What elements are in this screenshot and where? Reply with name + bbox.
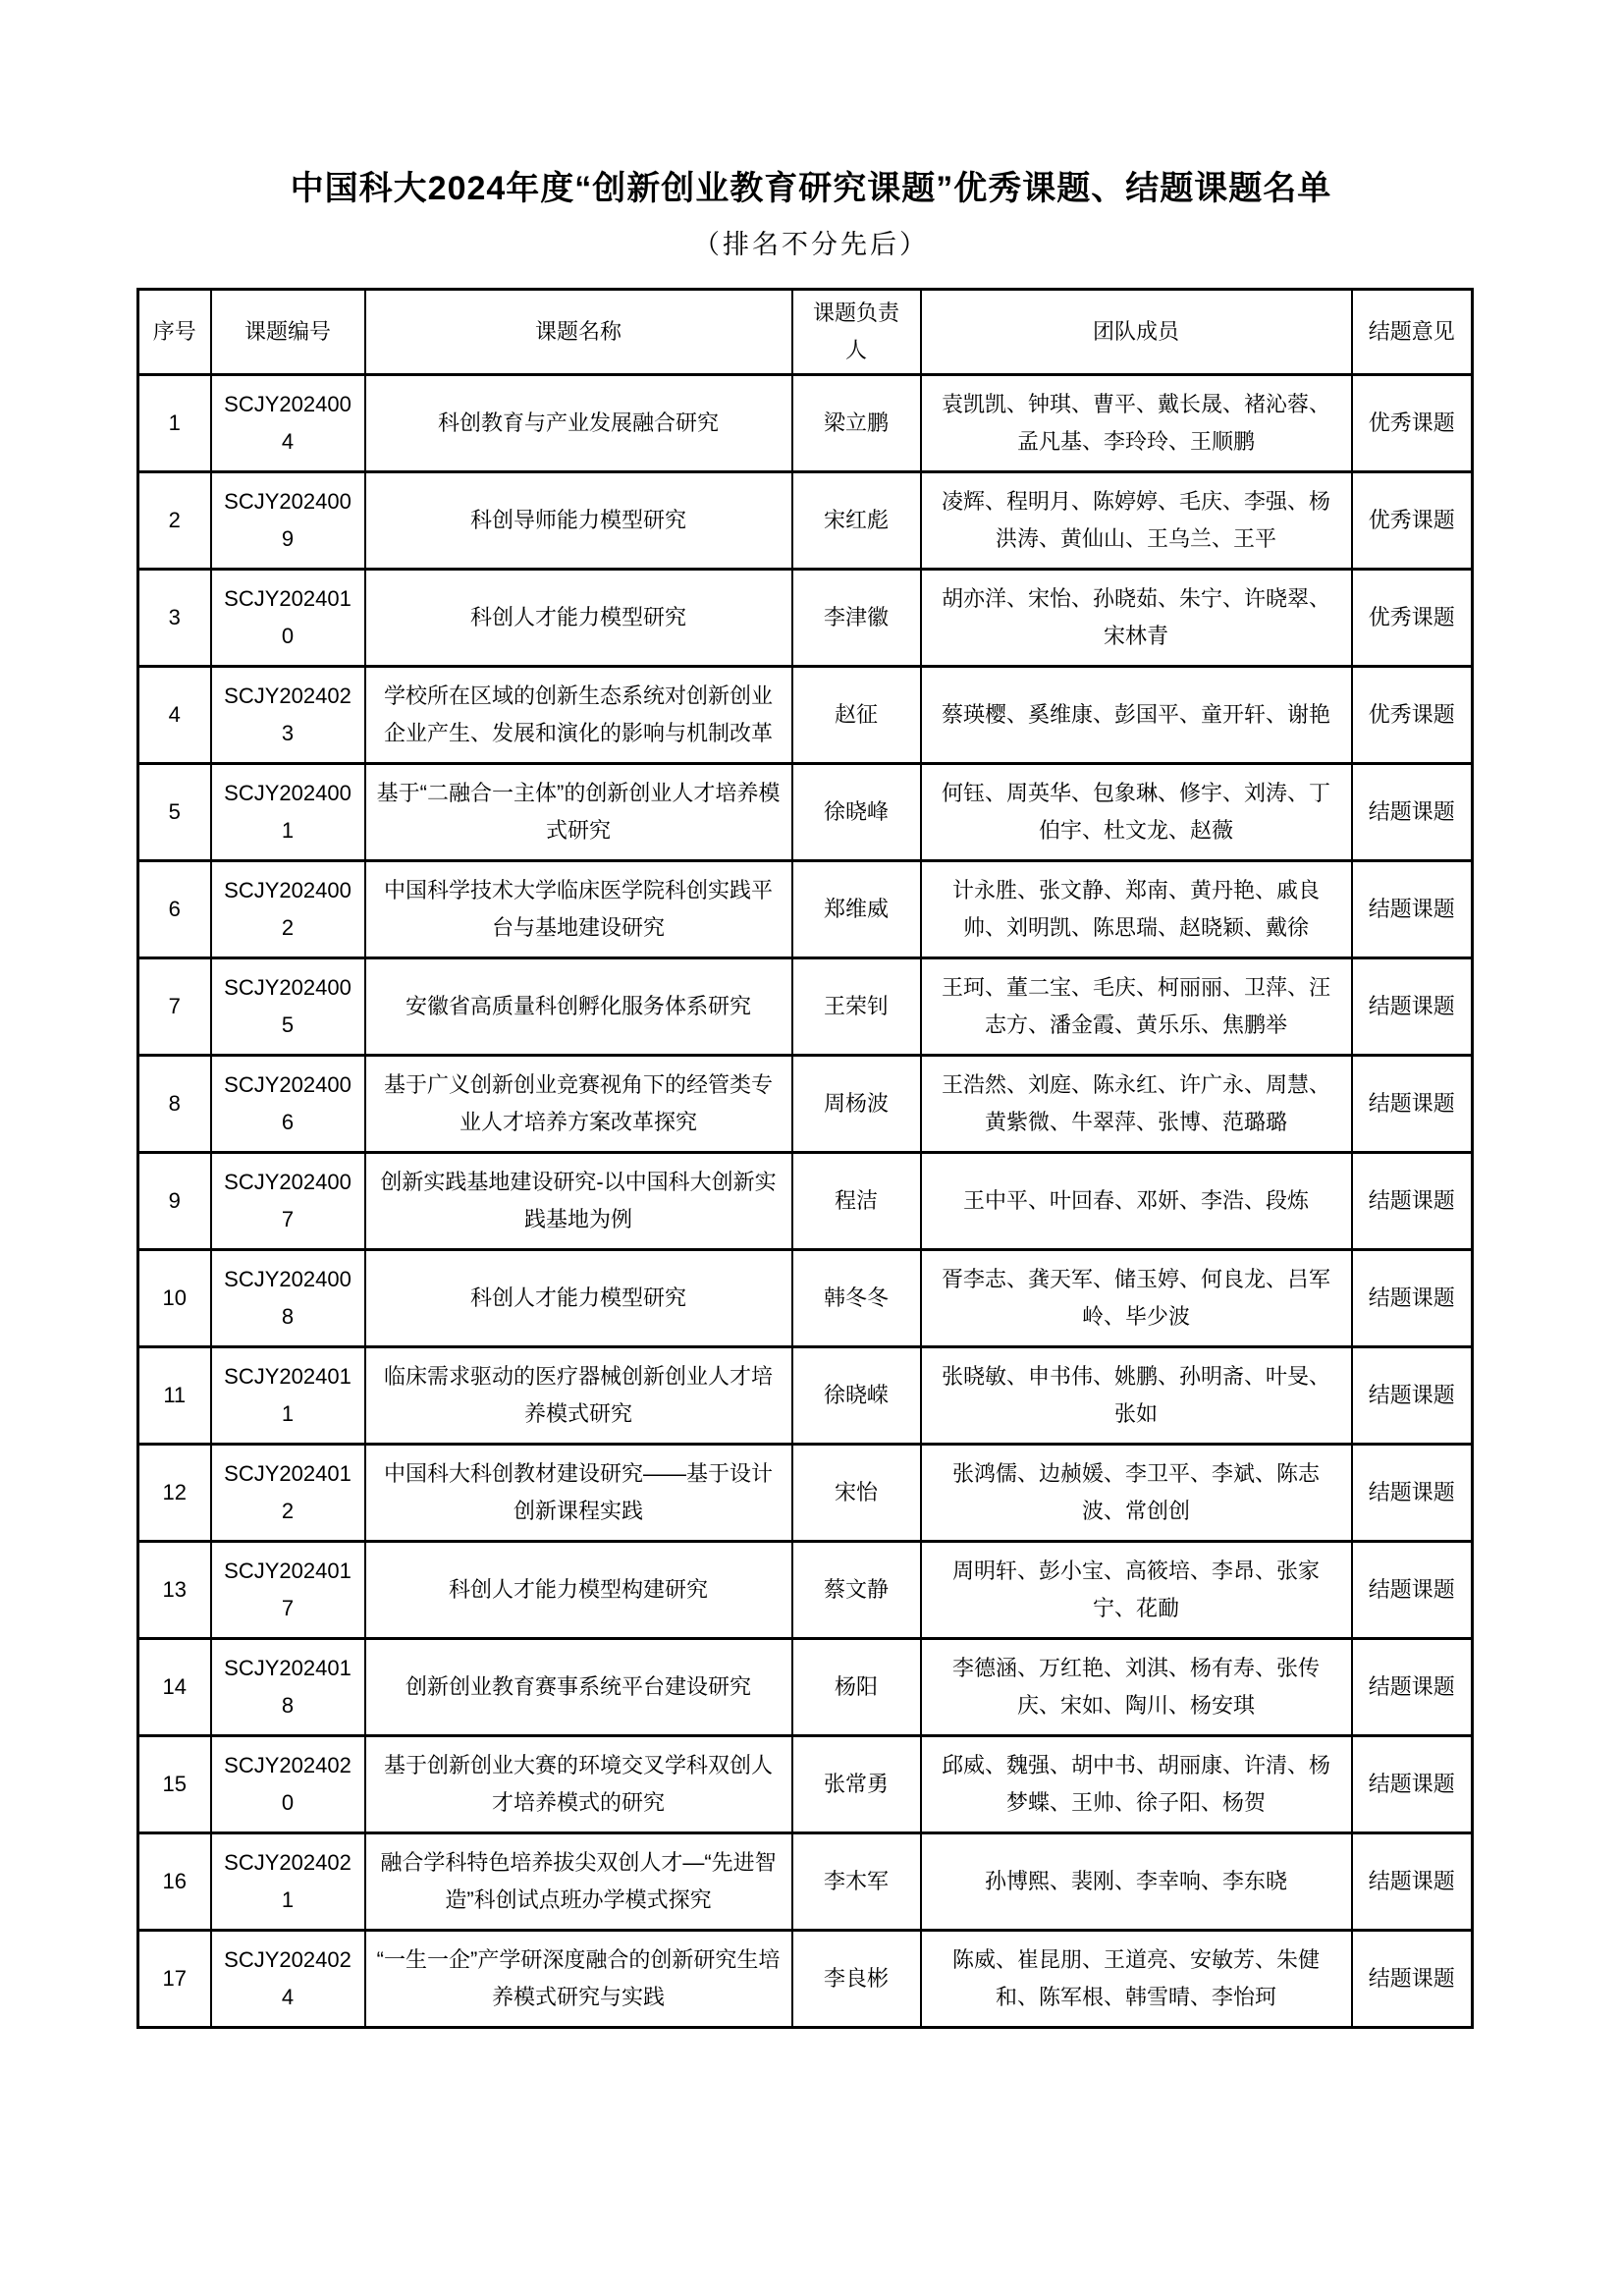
cell-code: SCJY2024020: [211, 1735, 365, 1832]
cell-members: 王浩然、刘庭、陈永红、许广永、周慧、黄紫微、牛翠萍、张博、范璐璐: [921, 1055, 1352, 1152]
cell-opinion: 优秀课题: [1352, 471, 1473, 569]
cell-opinion: 结题课题: [1352, 1832, 1473, 1930]
cell-leader: 梁立鹏: [792, 374, 921, 471]
cell-no: 8: [138, 1055, 211, 1152]
table-row: [138, 1152, 1473, 1249]
table-row: [138, 471, 1473, 569]
header-cell-no: 序号: [138, 290, 211, 375]
cell-name: 学校所在区域的创新生态系统对创新创业企业产生、发展和演化的影响与机制改革: [365, 666, 792, 763]
cell-code: SCJY2024009: [211, 471, 365, 569]
cell-name: 科创人才能力模型研究: [365, 569, 792, 666]
table-row: [138, 957, 1473, 1055]
cell-opinion: 结题课题: [1352, 1638, 1473, 1735]
table-row: [138, 860, 1473, 957]
cell-leader: 徐晓峰: [792, 763, 921, 860]
cell-name: 创新实践基地建设研究-以中国科大创新实践基地为例: [365, 1152, 792, 1249]
cell-members: 陈威、崔昆朋、王道亮、安敏芳、朱健和、陈军根、韩雪晴、李怡珂: [921, 1930, 1352, 2027]
cell-leader: 杨阳: [792, 1638, 921, 1735]
cell-members: 胡亦洋、宋怡、孙晓茹、朱宁、许晓翠、宋林青: [921, 569, 1352, 666]
cell-opinion: 优秀课题: [1352, 666, 1473, 763]
cell-opinion: 结题课题: [1352, 763, 1473, 860]
cell-members: 计永胜、张文静、郑南、黄丹艳、戚良帅、刘明凯、陈思瑞、赵晓颖、戴徐: [921, 860, 1352, 957]
table-row: [138, 374, 1473, 471]
cell-members: 何钰、周英华、包象琳、修宇、刘涛、丁伯宇、杜文龙、赵薇: [921, 763, 1352, 860]
cell-leader: 宋红彪: [792, 471, 921, 569]
cell-code: SCJY2024023: [211, 666, 365, 763]
cell-leader: 程洁: [792, 1152, 921, 1249]
cell-members: 袁凯凯、钟琪、曹平、戴长晟、褚沁蓉、孟凡基、李玲玲、王顺鹏: [921, 374, 1352, 471]
cell-code: SCJY2024024: [211, 1930, 365, 2027]
cell-opinion: 结题课题: [1352, 1055, 1473, 1152]
cell-code: SCJY2024005: [211, 957, 365, 1055]
cell-no: 9: [138, 1152, 211, 1249]
table-row: [138, 1832, 1473, 1930]
table-row: [138, 1541, 1473, 1638]
cell-leader: 蔡文静: [792, 1541, 921, 1638]
document-subtitle: （排名不分先后）: [693, 229, 929, 259]
cell-opinion: 优秀课题: [1352, 569, 1473, 666]
cell-leader: 徐晓嵘: [792, 1346, 921, 1444]
cell-no: 7: [138, 957, 211, 1055]
cell-leader: 张常勇: [792, 1735, 921, 1832]
cell-code: SCJY2024017: [211, 1541, 365, 1638]
projects-table: [136, 288, 1474, 2029]
cell-opinion: 结题课题: [1352, 1735, 1473, 1832]
cell-name: 基于广义创新创业竞赛视角下的经管类专业人才培养方案改革探究: [365, 1055, 792, 1152]
cell-code: SCJY2024011: [211, 1346, 365, 1444]
cell-leader: 李津徽: [792, 569, 921, 666]
cell-members: 张鸿儒、边赪媛、李卫平、李斌、陈志波、常创创: [921, 1444, 1352, 1541]
cell-members: 凌辉、程明月、陈婷婷、毛庆、李强、杨洪涛、黄仙山、王乌兰、王平: [921, 471, 1352, 569]
table-row: [138, 569, 1473, 666]
cell-name: 科创人才能力模型研究: [365, 1249, 792, 1346]
cell-name: 基于“二融合一主体”的创新创业人才培养模式研究: [365, 763, 792, 860]
cell-opinion: 优秀课题: [1352, 374, 1473, 471]
cell-name: 融合学科特色培养拔尖双创人才—“先进智造”科创试点班办学模式探究: [365, 1832, 792, 1930]
table-row: [138, 1055, 1473, 1152]
cell-code: SCJY2024010: [211, 569, 365, 666]
cell-code: SCJY2024006: [211, 1055, 365, 1152]
cell-members: 蔡瑛樱、奚维康、彭国平、童开轩、谢艳: [921, 666, 1352, 763]
cell-leader: 赵征: [792, 666, 921, 763]
cell-code: SCJY2024002: [211, 860, 365, 957]
cell-members: 李德涵、万红艳、刘淇、杨有寿、张传庆、宋如、陶川、杨安琪: [921, 1638, 1352, 1735]
cell-members: 王珂、董二宝、毛庆、柯丽丽、卫萍、汪志方、潘金霞、黄乐乐、焦鹏举: [921, 957, 1352, 1055]
table-body: [138, 374, 1473, 2027]
cell-opinion: 结题课题: [1352, 1249, 1473, 1346]
cell-no: 16: [138, 1832, 211, 1930]
cell-no: 13: [138, 1541, 211, 1638]
cell-name: “一生一企”产学研深度融合的创新研究生培养模式研究与实践: [365, 1930, 792, 2027]
cell-code: SCJY2024018: [211, 1638, 365, 1735]
cell-name: 科创人才能力模型构建研究: [365, 1541, 792, 1638]
cell-name: 安徽省高质量科创孵化服务体系研究: [365, 957, 792, 1055]
cell-no: 5: [138, 763, 211, 860]
table-row: [138, 1346, 1473, 1444]
cell-name: 创新创业教育赛事系统平台建设研究: [365, 1638, 792, 1735]
cell-code: SCJY2024012: [211, 1444, 365, 1541]
cell-no: 10: [138, 1249, 211, 1346]
cell-members: 周明轩、彭小宝、高筱培、李昂、张家宁、花勔: [921, 1541, 1352, 1638]
cell-leader: 王荣钊: [792, 957, 921, 1055]
cell-opinion: 结题课题: [1352, 1541, 1473, 1638]
cell-no: 12: [138, 1444, 211, 1541]
header-cell-code: 课题编号: [211, 290, 365, 375]
cell-no: 1: [138, 374, 211, 471]
cell-leader: 郑维威: [792, 860, 921, 957]
cell-name: 中国科学技术大学临床医学院科创实践平台与基地建设研究: [365, 860, 792, 957]
table-row: [138, 1735, 1473, 1832]
document-title: 中国科大2024年度“创新创业教育研究课题”优秀课题、结题课题名单: [290, 170, 1332, 207]
cell-opinion: 结题课题: [1352, 860, 1473, 957]
cell-code: SCJY2024001: [211, 763, 365, 860]
cell-no: 2: [138, 471, 211, 569]
cell-leader: 宋怡: [792, 1444, 921, 1541]
cell-code: SCJY2024004: [211, 374, 365, 471]
cell-name: 中国科大科创教材建设研究——基于设计创新课程实践: [365, 1444, 792, 1541]
header-cell-members: 团队成员: [921, 290, 1352, 375]
cell-code: SCJY2024008: [211, 1249, 365, 1346]
cell-opinion: 结题课题: [1352, 1346, 1473, 1444]
header-cell-leader: 课题负责人: [792, 290, 921, 375]
cell-opinion: 结题课题: [1352, 1152, 1473, 1249]
cell-name: 科创教育与产业发展融合研究: [365, 374, 792, 471]
header-row: [138, 290, 1473, 375]
cell-no: 3: [138, 569, 211, 666]
cell-members: 胥李志、龚天军、储玉婷、何良龙、吕军岭、毕少波: [921, 1249, 1352, 1346]
cell-opinion: 结题课题: [1352, 957, 1473, 1055]
table-row: [138, 1249, 1473, 1346]
cell-opinion: 结题课题: [1352, 1444, 1473, 1541]
cell-opinion: 结题课题: [1352, 1930, 1473, 2027]
cell-no: 14: [138, 1638, 211, 1735]
table-row: [138, 1444, 1473, 1541]
cell-members: 王中平、叶回春、邓妍、李浩、段炼: [921, 1152, 1352, 1249]
cell-no: 15: [138, 1735, 211, 1832]
cell-members: 孙博熙、裴刚、李幸响、李东晓: [921, 1832, 1352, 1930]
cell-members: 张晓敏、申书伟、姚鹏、孙明斋、叶旻、张如: [921, 1346, 1352, 1444]
header-cell-opinion: 结题意见: [1352, 290, 1473, 375]
table-row: [138, 1930, 1473, 2027]
cell-no: 6: [138, 860, 211, 957]
cell-leader: 李良彬: [792, 1930, 921, 2027]
table-header: [138, 290, 1473, 375]
cell-code: SCJY2024021: [211, 1832, 365, 1930]
cell-name: 科创导师能力模型研究: [365, 471, 792, 569]
cell-leader: 周杨波: [792, 1055, 921, 1152]
cell-leader: 李木军: [792, 1832, 921, 1930]
cell-leader: 韩冬冬: [792, 1249, 921, 1346]
cell-members: 邱威、魏强、胡中书、胡丽康、许清、杨梦蝶、王帅、徐子阳、杨贺: [921, 1735, 1352, 1832]
cell-name: 基于创新创业大赛的环境交叉学科双创人才培养模式的研究: [365, 1735, 792, 1832]
table-row: [138, 763, 1473, 860]
cell-no: 11: [138, 1346, 211, 1444]
table-row: [138, 1638, 1473, 1735]
cell-no: 4: [138, 666, 211, 763]
table-row: [138, 666, 1473, 763]
cell-name: 临床需求驱动的医疗器械创新创业人才培养模式研究: [365, 1346, 792, 1444]
cell-no: 17: [138, 1930, 211, 2027]
header-cell-name: 课题名称: [365, 290, 792, 375]
cell-code: SCJY2024007: [211, 1152, 365, 1249]
